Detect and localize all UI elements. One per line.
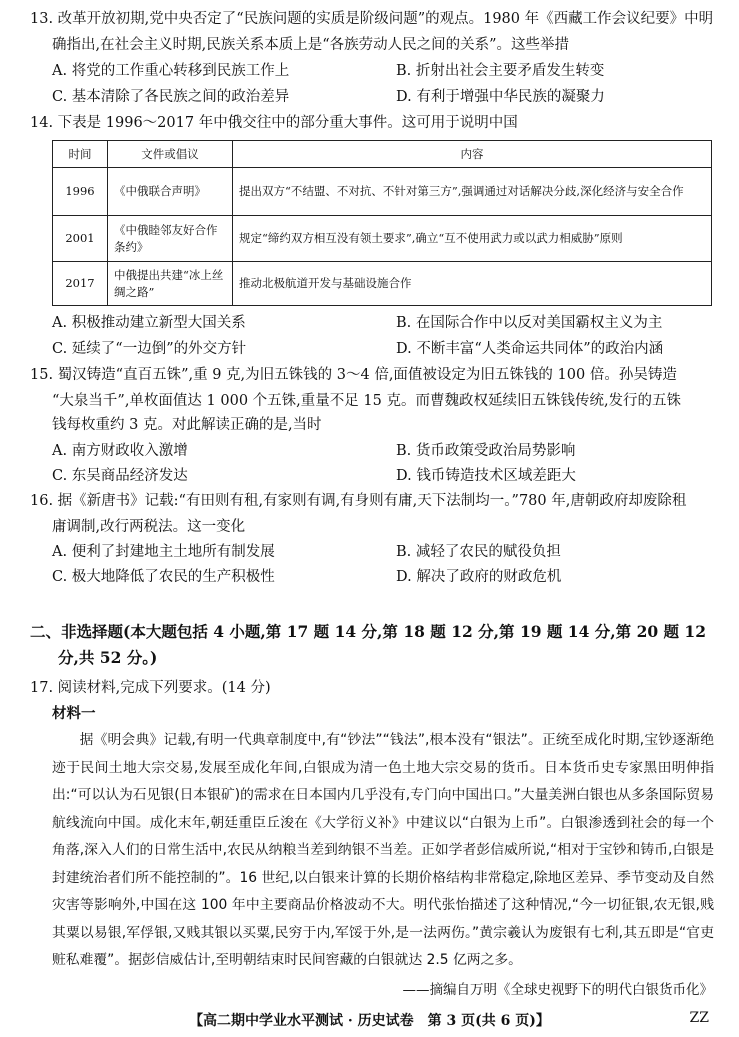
q14-option-b: B. 在国际合作中以反对美国霸权主义为主 [396,315,663,331]
q14-stem: 14. 下表是 1996～2017 年中俄交往中的部分重大事件。这可用于说明中国 [30,115,518,131]
paper-code: ZZ [689,1010,709,1026]
events-table [52,140,712,306]
q14-option-d: D. 不断丰富“人类命运共同体”的政治内涵 [396,341,664,357]
q13-stem-line2: 确指出,在社会主义时期,民族关系本质上是“各族劳动人民之间的关系”。这些举措 [52,37,570,53]
table-row [53,262,712,306]
q16-option-d: D. 解决了政府的财政危机 [396,569,562,585]
q15-stem-line3: 钱每枚重约 3 克。对此解读正确的是,当时 [52,417,322,433]
row-content: 规定“缔约双方相互没有领土要求”,确立“互不使用武力或以武力相威胁”原则 [233,216,712,262]
header-content: 内容 [233,141,712,168]
table-row [53,216,712,262]
row-content: 提出双方“不结盟、不对抗、不针对第三方”,强调通过对话解决分歧,深化经济与安全合作 [233,168,712,216]
material-source: ——摘编自万明《全球史视野下的明代白银货币化》 [402,982,713,998]
q15-stem-line1: 15. 蜀汉铸造“直百五铢”,重 9 克,为旧五铢钱的 3～4 倍,面值被设定为旧五铢钱的 100 倍。孙吴铸造 [30,367,677,383]
q15-option-b: B. 货币政策受政治局势影响 [396,443,576,459]
q13-option-a: A. 将党的工作重心转移到民族工作上 [52,63,290,79]
q15-stem-line2: “大泉当千”,单枚面值达 1 000 个五铢,重量不足 15 克。而曹魏政权延续旧五铢钱传统,发行的五铢 [52,393,682,409]
table-header-row [53,141,712,168]
table-row [53,168,712,216]
row-document: 《中俄睦邻友好合作条约》 [108,216,233,262]
row-document: 《中俄联合声明》 [108,168,233,216]
section-two-heading: 二、非选择题(本大题包括 4 小题,第 17 题 14 分,第 18 题 12 分,第 19 题 14 分,第 20 题 12 [30,622,706,641]
q13-option-d: D. 有利于增强中华民族的凝聚力 [396,89,605,105]
row-document: 中俄提出共建“冰上丝绸之路” [108,262,233,306]
q16-stem-line2: 庸调制,改行两税法。这一变化 [52,519,246,535]
q13-stem-line1: 13. 改革开放初期,党中央否定了“民族问题的实质是阶级问题”的观点。1980 年《西藏工作会议纪要》中明 [30,11,714,27]
q13-option-b: B. 折射出社会主要矛盾发生转变 [396,63,605,79]
q15-option-c: C. 东吴商品经济发达 [52,468,188,484]
header-document: 文件或倡议 [108,141,233,168]
q16-option-c: C. 极大地降低了农民的生产积极性 [52,569,275,585]
q16-option-b: B. 减轻了农民的赋役负担 [396,544,561,560]
q14-option-a: A. 积极推动建立新型大国关系 [52,315,246,331]
q15-option-d: D. 钱币铸造技术区域差距大 [396,468,576,484]
material-one-text: 据《明会典》记载,有明一代典章制度中,有“钞法”“钱法”,根本没有“银法”。正统至成化时期,宝钞逐渐绝迹于民间土地大宗交易,发展至成化年间,白银成为清一色土地大宗交易的货币。日本货币史专家黑田明伸指出:“可以认为石见银(日本银矿)的需求在日本国内几乎没有,专门向中国出口。”大量美洲白银也从多条国际贸易航线流向中国。成化末年,朝廷重臣丘浚在《大学衍义补》中建议以“白银为上币”。白银渗透到社会的每一个角落,深入人们的日常生活中,农民从纳粮当差到纳银不当差。正如学者彭信威所说,“相对于宝钞和铸币,白银是封建统治者们所不能控制的”。16 世纪,以白银来计算的长期价格结构非常稳定,除地区差异、季节变动及自然灾害等影响外,中国在这 100 年中主要商品价格波动不大。明代张怡描述了这种情况,“今一切征银,农无银,贱其粟以易银,军俘银,又贱其银以买粟,民穷于内,军馁于外,是一法两伤。”黄宗羲认为废银有七利,其五即是“官吏赃私难覆”。据彭信威估计,至明朝结束时民间窖藏的白银就达 2.5 亿两之多。 [52,732,714,968]
q13-option-c: C. 基本清除了各民族之间的政治差异 [52,89,290,105]
page-footer: 【高二期中学业水平测试 · 历史试卷 第 3 页(共 6 页)】 [189,1013,550,1029]
section-two-heading-cont: 分,共 52 分。) [58,648,158,667]
material-one-label: 材料一 [52,705,96,722]
row-content: 推动北极航道开发与基础设施合作 [233,262,712,306]
row-year: 1996 [53,168,108,216]
q17-stem: 17. 阅读材料,完成下列要求。(14 分) [30,680,271,696]
header-time: 时间 [53,141,108,168]
row-year: 2017 [53,262,108,306]
row-year: 2001 [53,216,108,262]
q15-option-a: A. 南方财政收入激增 [52,443,188,459]
q16-stem-line1: 16. 据《新唐书》记载:“有田则有租,有家则有调,有身则有庸,天下法制均一。”780 年,唐朝政府却废除租 [30,493,687,509]
q14-option-c: C. 延续了“一边倒”的外交方针 [52,341,247,357]
q16-option-a: A. 便利了封建地主土地所有制发展 [52,544,275,560]
